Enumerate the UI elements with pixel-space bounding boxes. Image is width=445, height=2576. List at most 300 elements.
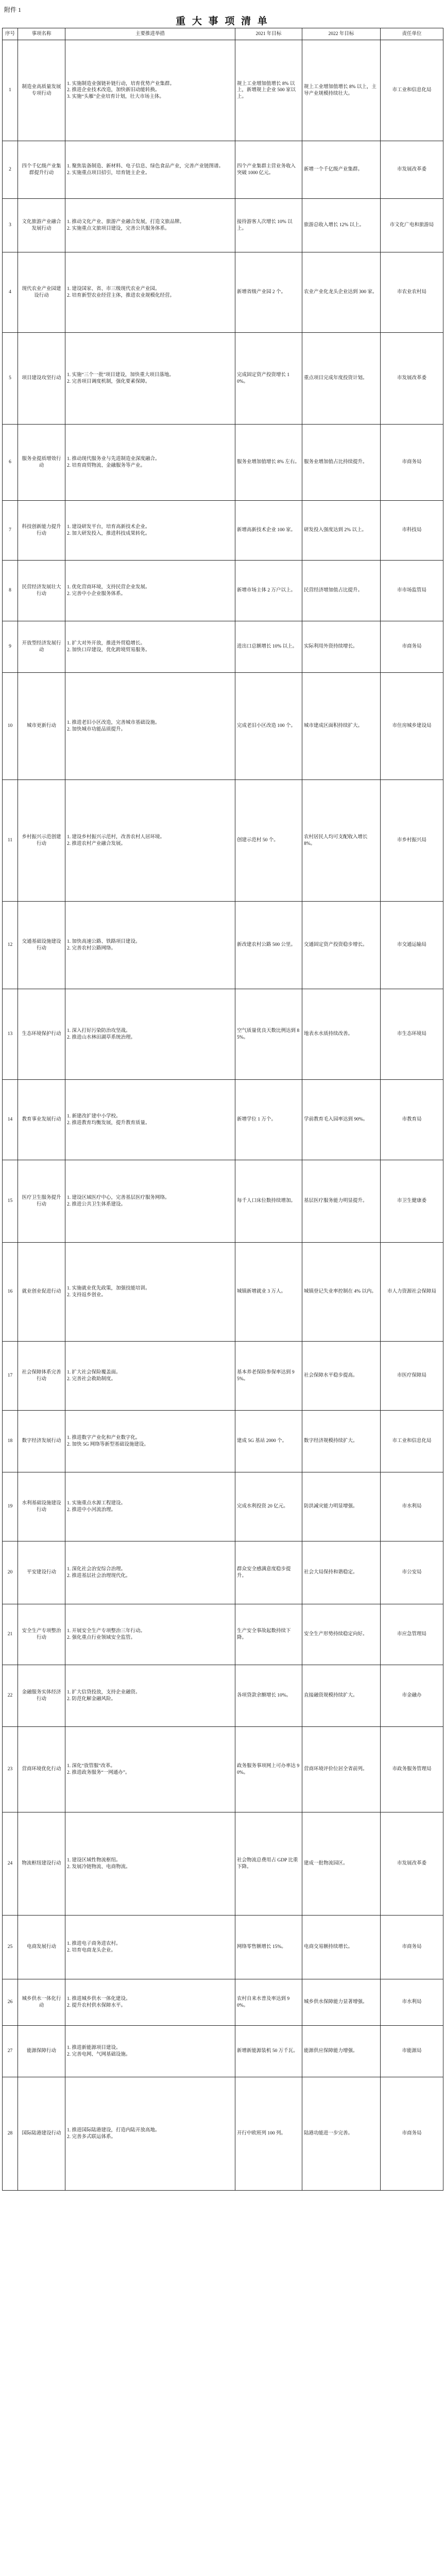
- row-measures-text: 1. 推进国际陆港建设，打造内陆开放高地。 2. 完善多式联运体系。: [67, 2128, 160, 2140]
- row-number: [3, 2077, 18, 2191]
- row-target-2021: [235, 1727, 302, 1812]
- row-department: [381, 40, 443, 141]
- row-number: [3, 1243, 18, 1342]
- row-target-2022: [302, 1342, 381, 1411]
- row-target-2022: [302, 2077, 381, 2191]
- table-row: [3, 252, 443, 333]
- row-department: [381, 621, 443, 673]
- row-number: [3, 40, 18, 141]
- table-row: [3, 1243, 443, 1342]
- row-target-2021: [235, 1472, 302, 1541]
- row-measures: [65, 1080, 235, 1160]
- row-number-text: 2: [9, 167, 11, 173]
- row-department-text: 市金融办: [402, 1693, 422, 1699]
- row-number: [3, 199, 18, 252]
- row-target-2022-text: 农村居民人均可支配收入增长 8%。: [304, 835, 368, 846]
- row-number: [3, 1160, 18, 1243]
- row-department: [381, 902, 443, 989]
- row-item-name: [18, 1665, 65, 1727]
- row-target-2022-text: 安全生产形势持续稳定向好。: [304, 1632, 368, 1637]
- row-department: [381, 673, 443, 780]
- row-department: [381, 1541, 443, 1604]
- table-row: [3, 2026, 443, 2077]
- row-target-2021: [235, 1080, 302, 1160]
- row-item-name: [18, 333, 65, 425]
- row-target-2021: [235, 252, 302, 333]
- row-target-2022-text: 交通固定资产投资稳步增长。: [304, 942, 368, 948]
- row-number-text: 11: [7, 838, 13, 843]
- table-row: [3, 1411, 443, 1472]
- row-target-2021: [235, 902, 302, 989]
- row-department-text: 市农业农村局: [397, 290, 426, 295]
- row-target-2022: [302, 1080, 381, 1160]
- row-number-text: 1: [9, 88, 11, 93]
- row-number-text: 7: [9, 528, 11, 533]
- row-department-text: 市公安局: [402, 1570, 422, 1575]
- header-dept: 责任单位: [381, 28, 443, 40]
- row-item-name-text: 水利基础设施建设行动: [22, 1501, 61, 1513]
- header-target-2022: 2022 年目标: [302, 28, 381, 40]
- row-target-2021-text: 各项贷款余额增长 10%。: [237, 1693, 292, 1699]
- row-item-name-text: 教育事业发展行动: [22, 1117, 61, 1123]
- row-measures-text: 1. 推进数字产业化和产业数字化。 2. 加快 5G 网络等新型基础设施建设。: [67, 1435, 149, 1447]
- row-department: [381, 1243, 443, 1342]
- row-number: [3, 1541, 18, 1604]
- row-measures: [65, 2077, 235, 2191]
- row-item-name-text: 城市更新行动: [26, 723, 56, 729]
- row-target-2021-text: 完成水利投资 20 亿元。: [237, 1504, 288, 1510]
- row-target-2022-text: 社会大局保持和谐稳定。: [304, 1570, 358, 1575]
- row-item-name-text: 社会保障体系完善行动: [22, 1370, 61, 1382]
- row-target-2022: [302, 1916, 381, 1979]
- row-number-text: 12: [7, 942, 13, 948]
- row-target-2021-text: 新增市场主体 2 万户以上。: [237, 588, 296, 594]
- row-measures: [65, 1812, 235, 1916]
- row-target-2022-text: 数字经济规模持续扩大。: [304, 1438, 358, 1444]
- row-number: [3, 673, 18, 780]
- row-item-name-text: 四个千亿级产业集群提升行动: [22, 164, 61, 176]
- row-target-2021: [235, 989, 302, 1080]
- row-item-name: [18, 1916, 65, 1979]
- row-number: [3, 501, 18, 561]
- row-item-name: [18, 141, 65, 199]
- row-target-2021: [235, 1665, 302, 1727]
- row-item-name-text: 国际陆港建设行动: [22, 2131, 61, 2137]
- row-measures-text: 1. 建设国家、省、市三级现代农业产业园。 2. 培育新型农业经营主体，推进农业规模化经营。: [67, 286, 175, 298]
- row-department-text: 市乡村振兴局: [397, 838, 426, 843]
- table-row: [3, 989, 443, 1080]
- row-number: [3, 1604, 18, 1665]
- row-target-2021-text: 网络零售额增长 15%。: [237, 1944, 286, 1950]
- items-table: [2, 28, 443, 2191]
- row-number-text: 25: [7, 1944, 13, 1950]
- table-row: [3, 1342, 443, 1411]
- row-department-text: 市工业和信息化局: [392, 88, 432, 93]
- row-target-2021: [235, 1812, 302, 1916]
- row-target-2021: [235, 425, 302, 501]
- row-number-text: 8: [9, 588, 11, 594]
- row-item-name-text: 服务业提质增效行动: [22, 456, 61, 468]
- row-measures-text: 1. 实施制造业强链补链行动，培育优势产业集群。 2. 推进企业技术改造，加快新旧动能转换。 3. 实施“头雁”企业培育计划，壮大市场主体。: [67, 81, 175, 99]
- row-department: [381, 1472, 443, 1541]
- row-measures: [65, 1160, 235, 1243]
- row-department: [381, 1342, 443, 1411]
- row-department: [381, 1665, 443, 1727]
- row-target-2021: [235, 561, 302, 621]
- row-department: [381, 780, 443, 902]
- row-target-2022-text: 建成一批物流园区。: [304, 1861, 348, 1867]
- table-row: [3, 1160, 443, 1243]
- row-target-2022: [302, 2026, 381, 2077]
- row-target-2022: [302, 561, 381, 621]
- row-measures-text: 1. 扩大社会保险覆盖面。 2. 完善社会救助制度。: [67, 1370, 121, 1382]
- row-item-name: [18, 40, 65, 141]
- table-row: [3, 1665, 443, 1727]
- table-row: [3, 902, 443, 989]
- row-target-2021: [235, 40, 302, 141]
- row-target-2022: [302, 1160, 381, 1243]
- row-number-text: 27: [7, 2048, 13, 2054]
- row-measures: [65, 989, 235, 1080]
- row-measures: [65, 902, 235, 989]
- row-measures-text: 1. 加快高速公路、铁路项目建设。 2. 完善农村公路网络。: [67, 939, 141, 951]
- row-measures: [65, 40, 235, 141]
- row-department: [381, 333, 443, 425]
- row-target-2022-text: 电商交易额持续增长。: [304, 1944, 353, 1950]
- row-measures-text: 1. 推进电子商务进农村。 2. 培育电商龙头企业。: [67, 1941, 121, 1953]
- row-item-name-text: 电商发展行动: [26, 1944, 56, 1950]
- row-target-2021: [235, 1916, 302, 1979]
- row-target-2021: [235, 1411, 302, 1472]
- row-target-2022-text: 营商环境评价位居全省前列。: [304, 1767, 368, 1772]
- row-number-text: 21: [7, 1632, 13, 1637]
- row-target-2022: [302, 780, 381, 902]
- row-number-text: 16: [7, 1289, 13, 1295]
- row-number-text: 6: [9, 460, 11, 465]
- table-row: [3, 141, 443, 199]
- row-target-2022: [302, 501, 381, 561]
- row-department: [381, 989, 443, 1080]
- row-measures-text: 1. 优化营商环境，支持民营企业发展。 2. 完善中小企业服务体系。: [67, 585, 150, 597]
- row-item-name: [18, 1411, 65, 1472]
- row-measures: [65, 1916, 235, 1979]
- row-target-2021-text: 空气质量优良天数比例达到 85%。: [237, 1028, 300, 1040]
- row-target-2022: [302, 1411, 381, 1472]
- row-target-2022: [302, 425, 381, 501]
- row-department-text: 市商务局: [402, 460, 422, 465]
- row-target-2021-text: 新增新能源装机 50 万千瓦。: [237, 2048, 298, 2054]
- row-target-2021-text: 基本养老保险参保率达到 95%。: [237, 1370, 295, 1382]
- row-measures-text: 1. 推进城乡供水一体化建设。 2. 提升农村供水保障水平。: [67, 1996, 131, 2008]
- row-number: [3, 2026, 18, 2077]
- row-target-2021-text: 创建示范村 50 个。: [237, 838, 279, 843]
- row-target-2022: [302, 40, 381, 141]
- row-target-2021-text: 农村自来水普及率达到 90%。: [237, 1996, 290, 2008]
- row-target-2021-text: 进出口总额增长 10% 以上。: [237, 644, 298, 650]
- row-number-text: 20: [7, 1570, 13, 1575]
- table-row: [3, 40, 443, 141]
- row-department: [381, 1080, 443, 1160]
- table-body: [3, 40, 443, 2191]
- row-target-2022: [302, 1812, 381, 1916]
- row-department-text: 市发展改革委: [397, 376, 426, 381]
- row-department: [381, 1979, 443, 2026]
- row-item-name: [18, 1342, 65, 1411]
- row-item-name-text: 数字经济发展行动: [22, 1438, 61, 1444]
- row-measures: [65, 621, 235, 673]
- row-number-text: 18: [7, 1438, 13, 1444]
- row-item-name: [18, 1812, 65, 1916]
- table-row: [3, 501, 443, 561]
- row-number-text: 13: [7, 1031, 13, 1037]
- row-number-text: 3: [9, 223, 11, 228]
- row-department-text: 市工业和信息化局: [392, 1438, 432, 1444]
- row-measures: [65, 561, 235, 621]
- row-target-2022-text: 直接融资规模持续扩大。: [304, 1693, 358, 1699]
- row-item-name-text: 项目建设攻坚行动: [22, 376, 61, 381]
- row-item-name: [18, 252, 65, 333]
- row-department-text: 市商务局: [402, 2131, 422, 2137]
- row-target-2021-text: 每千人口床位数持续增加。: [237, 1198, 296, 1204]
- row-item-name: [18, 425, 65, 501]
- row-item-name: [18, 2026, 65, 2077]
- header-no: 序号: [3, 28, 18, 40]
- row-department-text: 市住房城乡建设局: [392, 723, 432, 729]
- row-measures-text: 1. 建设区域性物流枢纽。 2. 发展冷链物流、电商物流。: [67, 1858, 131, 1870]
- table-row: [3, 673, 443, 780]
- row-department-text: 市市场监管局: [397, 588, 426, 594]
- row-target-2021: [235, 501, 302, 561]
- row-department-text: 市应急管理局: [397, 1632, 426, 1637]
- row-measures-text: 1. 开展安全生产专项整治三年行动。 2. 强化重点行业领域安全监管。: [67, 1629, 146, 1640]
- row-measures: [65, 141, 235, 199]
- row-target-2021: [235, 1979, 302, 2026]
- row-target-2022: [302, 1541, 381, 1604]
- table-header-row: [3, 28, 443, 40]
- row-department-text: 市商务局: [402, 1944, 422, 1950]
- row-target-2022-text: 重点项目完成年度投资计划。: [304, 376, 368, 381]
- row-measures-text: 1. 推动文化产业、旅游产业融合发展，打造文旅品牌。 2. 实施重点文旅项目建设，完善公共服务体系。: [67, 219, 185, 231]
- row-number: [3, 1472, 18, 1541]
- row-department: [381, 2026, 443, 2077]
- table-row: [3, 2077, 443, 2191]
- row-target-2022: [302, 902, 381, 989]
- row-item-name: [18, 501, 65, 561]
- row-number-text: 15: [7, 1198, 13, 1204]
- row-number-text: 19: [7, 1504, 13, 1510]
- row-department-text: 市教育局: [402, 1117, 422, 1123]
- row-target-2021: [235, 1541, 302, 1604]
- row-department: [381, 1604, 443, 1665]
- table-row: [3, 1812, 443, 1916]
- row-target-2022: [302, 1727, 381, 1812]
- row-target-2021-text: 社会物流总费用占 GDP 比重下降。: [237, 1858, 298, 1870]
- row-item-name-text: 生态环境保护行动: [22, 1031, 61, 1037]
- row-number: [3, 1665, 18, 1727]
- row-target-2021-text: 群众安全感满意度稳步提升。: [237, 1567, 291, 1579]
- row-measures: [65, 780, 235, 902]
- table-row: [3, 1080, 443, 1160]
- row-measures-text: 1. 推进新能源项目建设。 2. 完善电网、气网基础设施。: [67, 2045, 131, 2057]
- row-measures-text: 1. 建设研发平台，培育高新技术企业。 2. 加大研发投入，推进科技成果转化。: [67, 524, 150, 536]
- row-measures: [65, 673, 235, 780]
- row-number: [3, 1916, 18, 1979]
- row-item-name: [18, 1080, 65, 1160]
- row-measures-text: 1. 深化社会治安综合治理。 2. 推进基层社会治理现代化。: [67, 1567, 131, 1579]
- row-item-name: [18, 1243, 65, 1342]
- row-item-name-text: 营商环境优化行动: [22, 1767, 61, 1772]
- row-target-2022: [302, 673, 381, 780]
- row-target-2022: [302, 1604, 381, 1665]
- row-department-text: 市医疗保障局: [397, 1373, 426, 1379]
- row-target-2021: [235, 199, 302, 252]
- row-measures: [65, 1472, 235, 1541]
- row-measures: [65, 1979, 235, 2026]
- row-department: [381, 501, 443, 561]
- row-number: [3, 1979, 18, 2026]
- row-target-2022: [302, 252, 381, 333]
- row-item-name-text: 交通基础设施建设行动: [22, 939, 61, 951]
- row-target-2022-text: 规上工业增加值增长 8% 以上，主导产业规模持续壮大。: [304, 84, 376, 96]
- row-department: [381, 1411, 443, 1472]
- row-target-2021: [235, 2026, 302, 2077]
- table-row: [3, 561, 443, 621]
- row-department-text: 市政务服务管理局: [392, 1767, 432, 1772]
- row-target-2021: [235, 1342, 302, 1411]
- row-target-2022-text: 民营经济增加值占比提升。: [304, 588, 363, 594]
- row-item-name: [18, 1979, 65, 2026]
- row-item-name: [18, 1472, 65, 1541]
- row-measures: [65, 1665, 235, 1727]
- row-item-name-text: 城乡供水一体化行动: [22, 1996, 61, 2008]
- row-item-name-text: 就业创业促进行动: [22, 1289, 61, 1295]
- attachment-label: 附件 1: [4, 6, 22, 13]
- row-measures: [65, 2026, 235, 2077]
- row-target-2022: [302, 621, 381, 673]
- row-item-name: [18, 1541, 65, 1604]
- row-measures: [65, 1342, 235, 1411]
- row-department: [381, 1160, 443, 1243]
- row-target-2021: [235, 1243, 302, 1342]
- row-item-name: [18, 1160, 65, 1243]
- row-number: [3, 621, 18, 673]
- row-department-text: 市发展改革委: [397, 1861, 426, 1867]
- row-department-text: 市能源局: [402, 2048, 422, 2054]
- row-item-name: [18, 199, 65, 252]
- row-number: [3, 1812, 18, 1916]
- row-number-text: 23: [7, 1767, 13, 1772]
- row-target-2022-text: 防洪减灾能力明显增强。: [304, 1504, 358, 1510]
- row-item-name-text: 物流枢纽建设行动: [22, 1861, 61, 1867]
- row-item-name: [18, 902, 65, 989]
- row-measures-text: 1. 深入打好污染防治攻坚战。 2. 推进山水林田湖草系统治理。: [67, 1028, 136, 1040]
- row-measures-text: 1. 扩大信贷投放，支持企业融资。 2. 防范化解金融风险。: [67, 1690, 141, 1702]
- row-target-2022: [302, 989, 381, 1080]
- row-department: [381, 141, 443, 199]
- row-department: [381, 1727, 443, 1812]
- row-measures: [65, 425, 235, 501]
- row-number: [3, 1342, 18, 1411]
- row-target-2022-text: 旅游总收入增长 12% 以上。: [304, 223, 365, 228]
- row-item-name-text: 能源保障行动: [26, 2048, 56, 2054]
- row-target-2021-text: 四个产业集群主营业务收入突破 1000 亿元。: [237, 164, 296, 176]
- row-target-2021-text: 建成 5G 基站 2000 个。: [237, 1438, 287, 1444]
- row-measures-text: 1. 实施重点水源工程建设。 2. 推进中小河流治理。: [67, 1501, 126, 1513]
- row-target-2022-text: 城市建成区面积持续扩大。: [304, 723, 363, 729]
- row-target-2022-text: 学前教育毛入园率达到 90%。: [304, 1117, 368, 1123]
- row-target-2022-text: 研发投入强度达到 2% 以上。: [304, 528, 367, 533]
- row-measures-text: 1. 实施“三个一批”项目建设，加快重大项目落地。 2. 完善项目调度机制，强化要素保障。: [67, 372, 174, 384]
- row-measures-text: 1. 推动现代服务业与先进制造业深度融合。 2. 培育商贸物流、金融服务等产业。: [67, 456, 160, 468]
- row-department-text: 市人力资源社会保障局: [387, 1289, 436, 1295]
- row-number: [3, 252, 18, 333]
- row-target-2022: [302, 199, 381, 252]
- row-item-name-text: 制造业高质量发展专项行动: [22, 84, 61, 96]
- row-target-2022-text: 新增一个千亿级产业集群。: [304, 167, 363, 173]
- row-department: [381, 1916, 443, 1979]
- row-target-2022: [302, 1979, 381, 2026]
- row-measures-text: 1. 建设区域医疗中心，完善基层医疗服务网络。 2. 推进公共卫生体系建设。: [67, 1195, 170, 1207]
- row-number-text: 24: [7, 1861, 13, 1867]
- row-item-name: [18, 989, 65, 1080]
- row-number-text: 5: [9, 376, 11, 381]
- row-target-2021-text: 开行中欧班列 100 列。: [237, 2131, 286, 2137]
- row-target-2021: [235, 780, 302, 902]
- row-target-2021: [235, 673, 302, 780]
- row-target-2021: [235, 333, 302, 425]
- row-department-text: 市发展改革委: [397, 167, 426, 173]
- row-number: [3, 561, 18, 621]
- row-target-2021: [235, 621, 302, 673]
- row-target-2021: [235, 1160, 302, 1243]
- row-target-2021-text: 接待游客人次增长 10% 以上。: [237, 219, 293, 231]
- row-number: [3, 1080, 18, 1160]
- row-target-2021-text: 完成固定资产投资增长 10%。: [237, 372, 290, 384]
- row-number-text: 26: [7, 1999, 13, 2005]
- row-number: [3, 333, 18, 425]
- header-name: 事项名称: [18, 28, 65, 40]
- row-measures-text: 1. 扩大对外开放，推进外贸稳增长。 2. 加快口岸建设，优化跨境贸易服务。: [67, 641, 150, 653]
- header-content: 主要推进举措: [65, 28, 235, 40]
- row-number: [3, 1411, 18, 1472]
- row-target-2021-text: 服务业增加值增长 8% 左右。: [237, 460, 300, 465]
- row-measures: [65, 1541, 235, 1604]
- row-department-text: 市卫生健康委: [397, 1198, 426, 1204]
- row-measures-text: 1. 深化“放管服”改革。 2. 推进政务服务“一网通办”。: [67, 1764, 130, 1775]
- row-measures: [65, 333, 235, 425]
- row-target-2021-text: 新改建农村公路 500 公里。: [237, 942, 296, 948]
- row-target-2021-text: 规上工业增加值增长 8% 以上，新增规上企业 500 家以上。: [237, 81, 296, 99]
- row-target-2021-text: 生产安全事故起数持续下降。: [237, 1629, 291, 1640]
- row-department-text: 市生态环境局: [397, 1031, 426, 1037]
- row-department: [381, 561, 443, 621]
- row-item-name: [18, 2077, 65, 2191]
- table-row: [3, 1979, 443, 2026]
- row-measures: [65, 501, 235, 561]
- row-target-2021: [235, 2077, 302, 2191]
- row-item-name-text: 科技创新能力提升行动: [22, 524, 61, 536]
- row-target-2022-text: 陆港功能进一步完善。: [304, 2131, 353, 2137]
- table-row: [3, 425, 443, 501]
- row-item-name-text: 安全生产专项整治行动: [22, 1629, 61, 1640]
- row-department-text: 市交通运输局: [397, 942, 426, 948]
- row-measures: [65, 1604, 235, 1665]
- row-target-2021: [235, 1604, 302, 1665]
- row-item-name-text: 乡村振兴示范创建行动: [22, 835, 61, 846]
- row-target-2021-text: 新增学位 1 万个。: [237, 1117, 277, 1123]
- row-department: [381, 252, 443, 333]
- row-number-text: 9: [9, 644, 11, 650]
